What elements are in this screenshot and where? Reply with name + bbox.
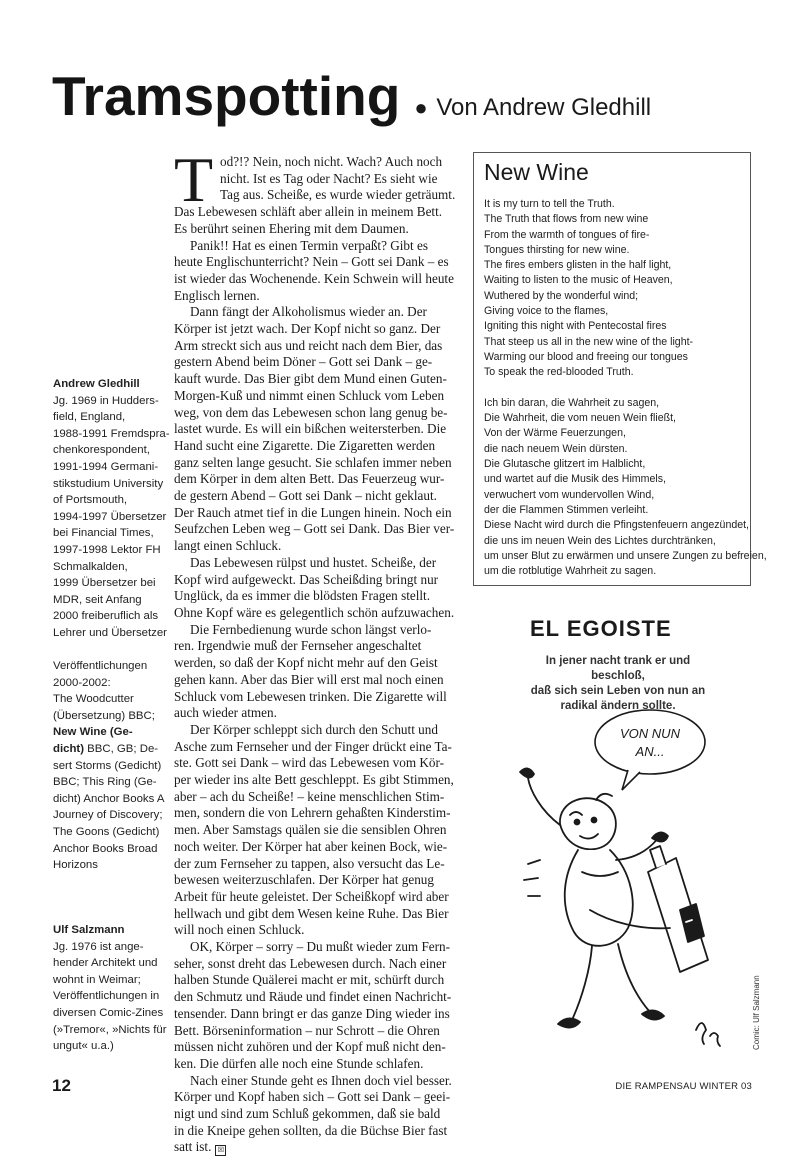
speech-bubble (595, 710, 705, 790)
body-line: ste. Gott sei Dank – wird das Lebewesen vom Kör- (174, 755, 445, 771)
body-line: Schluck vom Lebewesen trinken. Die Zigarette will (174, 688, 447, 704)
body-line: Hand sucht eine Zigarette. Die Zigaretten werden (174, 437, 436, 453)
body-last-line (174, 1139, 460, 1156)
body-line: Das Lebewesen schläft aber allein in meinem Bett. (174, 204, 443, 220)
drop-cap-lines (174, 154, 460, 204)
text-line: field, England, (53, 411, 126, 424)
text-line: 1991-1994 Germani- (53, 460, 159, 473)
page-number: 12 (52, 1076, 71, 1095)
body-line: weg, von dem das Lebewesen schon lang genug be- (174, 404, 448, 420)
text-line: stikstudium University (53, 477, 164, 490)
body-line: ken. Die dürfen alle noch eine Stunde schlafen. (174, 1055, 424, 1071)
text-line: der die Flammen Stimmen verleiht. (484, 503, 649, 516)
body-line: Arbeit für heute geleistet. Der Scheißkopf wird aber (174, 888, 449, 904)
text-line: um unser Blut zu erwärmen und unsere Zungen zu befreien, (484, 549, 767, 562)
body-line: ren. Irgendwie muß der Fernseher angeschaltet (174, 638, 422, 654)
text-line: From the warmth of tongues of fire- (484, 228, 650, 241)
body-line: bewesen weiterzuschlafen. Der Körper hat genug (174, 872, 434, 888)
text-line: That steep us all in the new wine of the light- (484, 335, 694, 348)
poem-box (473, 152, 767, 586)
body-line: gehen kann. Aber das Bier will erst mal noch einen (174, 671, 444, 687)
text-line: Von der Wärme Feuerzungen, (484, 427, 626, 440)
text-line: die nach neuem Wein dürsten. (484, 442, 628, 455)
text-line: Tag aus. Scheiße, es wurde wieder geträumt. (220, 187, 456, 203)
body-line: langt einen Schluck. (174, 538, 282, 554)
body-line: Dann fängt der Alkoholismus wieder an. Der (190, 304, 427, 320)
text-line: Anchor Books Broad (53, 842, 158, 855)
text-line: Tongues thirsting for new wine. (484, 243, 630, 256)
body-line: Körper ist jetzt wach. Der Kopf nicht so ganz. Der (174, 321, 441, 337)
text-line: It is my turn to tell the Truth. (484, 198, 615, 210)
body-line: Körper und Kopf haben sich – Gott sei Dank – geei- (174, 1089, 451, 1105)
text-line: 2000 freiberuflich als (53, 610, 159, 623)
comic-credit: Comic: Ulf Salzmann (752, 975, 761, 1050)
text-line: Veröffentlichungen in (53, 990, 160, 1003)
body-line: Morgen-Kuß und nimmt einen Schluck vom Leben (174, 387, 445, 403)
text-line: Igniting this night with Pentecostal fires (484, 320, 667, 333)
text-line: Die Wahrheit, die vom neuen Wein fließt, (484, 412, 676, 425)
body-line: seher, sonst dreht das Lebewesen durch. Nach einer (174, 955, 447, 971)
body-line: heute Englischunterricht? Nein – Gott sei Dank – es (174, 254, 449, 270)
text-line: und wartet auf die Musik des Himmels, (484, 473, 666, 486)
poem-gap (484, 381, 746, 396)
text-line: Horizons (53, 859, 98, 872)
drop-cap: T (174, 144, 214, 215)
text-line: (»Tremor«, »Nichts für (53, 1023, 167, 1036)
comic-caption-line-3: radikal ändern sollte. (560, 700, 676, 712)
body-line: Kopf wird aufgeweckt. Das Scheißding bringt nur (174, 571, 439, 587)
body-line: per wieder ins alte Bett geschleppt. Es gibt Stimmen, (174, 772, 454, 788)
body-line: men, sondern die von Lehrern gehaßten Kinderstim- (174, 805, 451, 821)
text-line: Lehrer und Übersetzer (53, 626, 167, 639)
bio-lines (53, 393, 170, 642)
comic-caption-line-1: In jener nacht trank er und beschloß, (545, 655, 691, 682)
body-line: nigt und sind zum Schluß gekommen, daß sie bald (174, 1106, 441, 1122)
bio-name: Ulf Salzmann (53, 924, 125, 936)
text-line: The Woodcutter (53, 693, 134, 706)
body-line: tensender. Dann bringt er das ganze Ding wieder ins (174, 1005, 450, 1021)
text-line: Journey of Discovery; (53, 809, 163, 822)
body-line: Es berührt seinen Ehering mit dem Daumen. (174, 220, 409, 236)
text-line: 1988-1991 Fremdspra- (53, 427, 170, 440)
text-line: Warming our blood and freeing our tongues (484, 350, 688, 363)
bio-pub-after-bold: BBC, GB; De- (84, 743, 159, 756)
byline-text: Von Andrew Gledhill (436, 94, 652, 121)
text-line: 1997-1998 Lektor FH (53, 543, 161, 556)
article-title: Tramspotting (52, 65, 401, 127)
body-line: halben Stunde Quälerei macht er mit, schürft durch (174, 972, 445, 988)
text-line: sert Storms (Gedicht) (53, 759, 162, 772)
text-line: um die rotblutige Wahrheit zu sagen. (484, 565, 657, 578)
body-line: auch wieder atmen. (174, 705, 277, 721)
text-line: Ich bin daran, die Wahrheit zu sagen, (484, 396, 660, 409)
body-line: Unglück, da es immer die blödsten Fragen stellt. (174, 588, 431, 604)
body-line: aber – ach du Scheiße! – keine menschlichen Stim- (174, 788, 445, 804)
bio-lines (53, 939, 167, 1055)
body-lines (174, 204, 460, 1139)
text-line: (Übersetzung) BBC; (53, 709, 155, 722)
text-line: of Portsmouth, (53, 494, 128, 507)
text-line: 1999 Übersetzer bei (53, 577, 156, 590)
body-line: Nach einer Stunde geht es Ihnen doch viel besser. (190, 1072, 452, 1088)
text-line: The fires embers glisten in the half light, (484, 259, 672, 272)
body-line: Der Rauch atmet tief in die Lungen hinein. Noch ein (174, 504, 452, 520)
text-line: MDR, seit Anfang (53, 593, 142, 606)
bio-pub-bold-1: New Wine (Ge- (53, 726, 133, 739)
text-line: wohnt in Weimar; (53, 973, 141, 986)
body-line: in die Kneipe gehen sollten, da die Büchse Bier fast (174, 1122, 448, 1138)
body-line: lastet wurde. Es will ein bißchen weitersterben. Die (174, 421, 447, 437)
text-line: verwuchert vom wundervollen Wind, (484, 488, 655, 501)
body-line: Panik!! Hat es einen Termin verpaßt? Gibt es (190, 237, 428, 253)
body-line: ganz selten lange gesucht. Sie schlafen immer neben (174, 454, 452, 470)
body-line: Der Körper schleppt sich durch den Schutt und (190, 721, 438, 737)
body-line: Die Fernbedienung wurde schon längst verlo- (190, 621, 432, 637)
body-line: ist wieder das Wochenende. Kein Schwein will heute (174, 270, 454, 286)
text-line: The Truth that flows from new wine (484, 213, 649, 226)
bio-publications (53, 658, 155, 724)
comic-logo (530, 616, 672, 641)
text-line: Wuthered by the wonderful wind; (484, 289, 639, 302)
text-line: 1994-1997 Übersetzer (53, 510, 167, 523)
text-line: od?!? Nein, noch nicht. Wach? Auch noch (220, 154, 443, 169)
text-line: Veröffentlichungen (53, 660, 148, 673)
body-line: kauft wurde. Das Bier gibt dem Mund einen Guten- (174, 371, 447, 387)
speech-line-2: AN... (635, 744, 665, 759)
end-mark-icon: ☒ (215, 1145, 226, 1156)
body-line: de gestern Abend – Gott sei Dank – nicht geklaut. (174, 488, 437, 504)
text-line: ungut« u.a.) (53, 1040, 114, 1053)
text-line: Diese Nacht wird durch die Pfingstenfeuern angezündet, (484, 519, 750, 532)
text-line: chenkorespondent, (53, 444, 150, 457)
bio-pub-bold-2: dicht) (53, 743, 85, 756)
text-line: 2000-2002: (53, 676, 111, 689)
body-line: Das Lebewesen rülpst und hustet. Scheiße, der (190, 554, 437, 570)
text-line: Schmalkalden, (53, 560, 128, 573)
text-line: Jg. 1976 ist ange- (53, 940, 144, 953)
body-line: Arm streckt sich aus und reicht nach dem Bier, das (174, 337, 443, 353)
speech-line-1: VON NUN (620, 726, 680, 741)
bio-gap (53, 642, 155, 659)
body-line: dem Körper in dem alten Bett. Das Feuerzeug wur- (174, 471, 445, 487)
body-line: will noch einen Schluck. (174, 922, 305, 938)
last-line-text: satt ist. (174, 1139, 212, 1155)
body-line: men. Aber Samstags quälen sie die sensiblen Ohren (174, 822, 447, 838)
body-line: Ohne Kopf wäre es gelegentlich schön aufzuwachen. (174, 604, 455, 620)
body-line: OK, Körper – sorry – Du mußt wieder zum Fern- (190, 939, 451, 955)
body-line: Seufzchen Leben weg – Gott sei Dank. Das Bier ver- (174, 521, 455, 537)
comic-caption-line-2: daß sich sein Leben von nun an (530, 685, 706, 697)
text-line: hender Architekt und (53, 957, 158, 970)
text-line: Die Glutasche glitzert im Halblicht, (484, 458, 646, 471)
text-line: dicht) Anchor Books A (53, 792, 165, 805)
poem-german (484, 396, 767, 580)
magazine-footer: DIE RAMPENSAU WINTER 03 (615, 1081, 752, 1092)
article-byline (414, 94, 651, 122)
article-header (52, 64, 772, 128)
article-body (174, 144, 460, 1156)
bio-andrew-gledhill (53, 376, 170, 874)
text-line: bei Financial Times, (53, 527, 154, 540)
bio-pub-bold-line (53, 724, 155, 741)
bio-name: Andrew Gledhill (53, 378, 140, 390)
text-line: Waiting to listen to the music of Heaven, (484, 274, 673, 287)
text-line: diversen Comic-Zines (53, 1006, 164, 1019)
text-line: To speak the red-blooded Truth. (484, 366, 634, 379)
poem-title: New Wine (484, 159, 589, 185)
body-line: Bett. Börseninformation – nur Schrott – die Ohren (174, 1022, 440, 1038)
text-line: The Goons (Gedicht) (53, 826, 160, 839)
text-line: nicht. Ist es Tag oder Nacht? Es sieht wie (220, 170, 438, 186)
poem-english (484, 197, 746, 381)
body-line: Englisch lernen. (174, 287, 260, 303)
body-line: werden, so daß der Kopf nicht mehr auf den Geist (174, 655, 438, 671)
text-line: die uns im neuen Wein des Lichtes durchtränken, (484, 534, 716, 547)
bullet-icon: ● (414, 95, 428, 120)
bio-pub-mixed-line (53, 741, 159, 758)
poem-text (484, 197, 767, 579)
text-line: Giving voice to the flames, (484, 305, 609, 318)
comic-caption (518, 654, 718, 714)
text-line: Jg. 1969 in Hudders- (53, 394, 159, 407)
text-line: BBC; This Ring (Ge- (53, 776, 157, 789)
body-line: gestern Abend beim Döner – Gott sei Dank – ge- (174, 354, 433, 370)
body-line: noch weiter. Der Körper hat aber keinen Bock, wie- (174, 838, 448, 854)
body-line: Asche zum Fernseher und der Finger drückt eine Ta- (174, 738, 452, 754)
comic-character (520, 768, 720, 1046)
bio-ulf-salzmann (53, 922, 167, 1055)
body-line: hellwach und gibt dem Wesen keine Ruhe. Das Bier (174, 905, 449, 921)
comic-logo-text: EL EGOISTE (530, 616, 672, 641)
bio-publications-continued (53, 758, 165, 874)
body-line: müssen nicht zuhören und der Kopf muß nicht den- (174, 1039, 446, 1055)
body-line: der zum Fernseher zu tappen, also versucht das Le- (174, 855, 445, 871)
body-line: den Schmutz und Räude und findet einen Nachricht- (174, 989, 452, 1005)
